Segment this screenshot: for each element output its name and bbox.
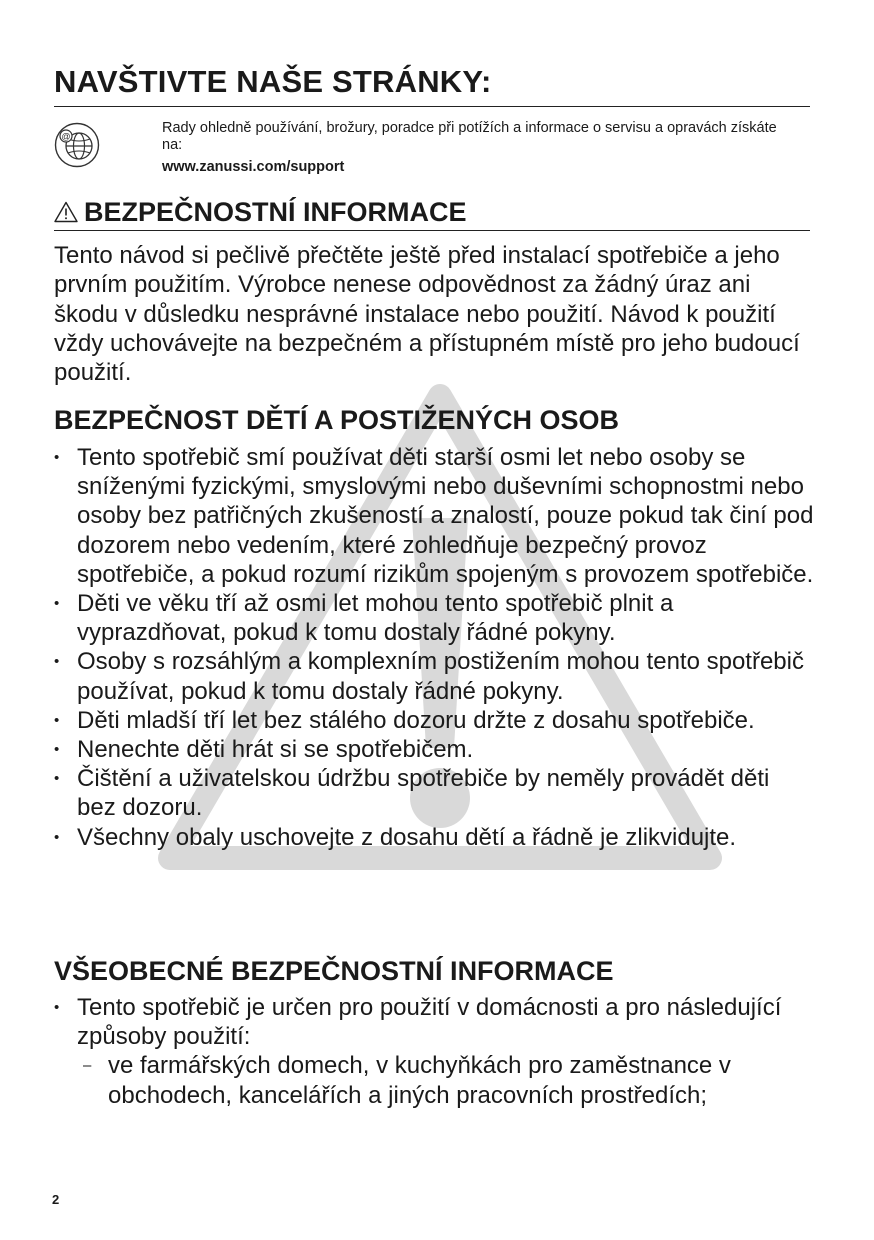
support-text: Rady ohledně používání, brožury, poradce při potížích a informace o servisu a opravách získáte na: (162, 120, 777, 153)
list-item: • Čištění a uživatelskou údržbu spotřebiče by neměly provádět děti bez dozoru. (54, 764, 814, 822)
safety-intro: Tento návod si pečlivě přečtěte ještě před instalací spotřebiče a jeho prvním použitím. Výrobce nenese odpovědnost za žádný úraz ani škodu v důsledku nesprávné instalace nebo použití. Návod k použití vždy uchovávejte na bezpečném a přístupném místě pro jeho budoucí použití. (54, 242, 800, 387)
list-item-text: Tento spotřebič je určen pro použití v domácnosti a pro následující způsoby použití: (77, 994, 782, 1051)
page-number: 2 (52, 1192, 60, 1207)
safety-heading (54, 196, 810, 231)
warning-triangle-icon (54, 201, 78, 223)
sub-list (77, 1051, 814, 1109)
list-item: • Děti mladší tří let bez stálého dozoru držte z dosahu spotřebiče. (54, 706, 814, 735)
svg-text:@: @ (61, 131, 71, 142)
support-info (54, 118, 810, 178)
general-list (54, 993, 814, 1110)
list-item (54, 993, 814, 1110)
children-list (54, 443, 814, 852)
children-heading: BEZPEČNOST DĚTÍ A POSTIŽENÝCH OSOB (54, 405, 620, 435)
list-item: • Osoby s rozsáhlým a komplexním postižením mohou tento spotřebič používat, pokud k tomu dostaly řádné pokyny. (54, 647, 814, 705)
safety-title: BEZPEČNOSTNÍ INFORMACE (84, 197, 467, 227)
globe-icon (54, 122, 100, 168)
sub-list-item: – ve farmářských domech, v kuchyňkách pro zaměstnance v obchodech, kancelářích a jiných pracovních prostředích; (77, 1051, 814, 1109)
list-item: • Nenechte děti hrát si se spotřebičem. (54, 735, 814, 764)
list-item: • Děti ve věku tří až osmi let mohou tento spotřebič plnit a vyprazdňovat, pokud k tomu dostaly řádné pokyny. (54, 589, 814, 647)
list-item: • Tento spotřebič smí používat děti starší osmi let nebo osoby se sníženými fyzickými, smyslovými nebo duševními schopnostmi nebo osoby bez patřičných zkušeností a znalostí, pouze pokud tak činí pod dozorem nebo vedením, které zohledňuje bezpečný provoz spotřebiče, a pokud rozumí rizikům spojeným s provozem spotřebiče. (54, 443, 814, 589)
list-item: • Všechny obaly uschovejte z dosahu dětí a řádně je zlikvidujte. (54, 823, 814, 852)
general-heading: VŠEOBECNÉ BEZPEČNOSTNÍ INFORMACE (54, 956, 614, 986)
page-title: NAVŠTIVTE NAŠE STRÁNKY: (54, 64, 810, 107)
support-link[interactable]: www.zanussi.com/support (162, 159, 345, 175)
